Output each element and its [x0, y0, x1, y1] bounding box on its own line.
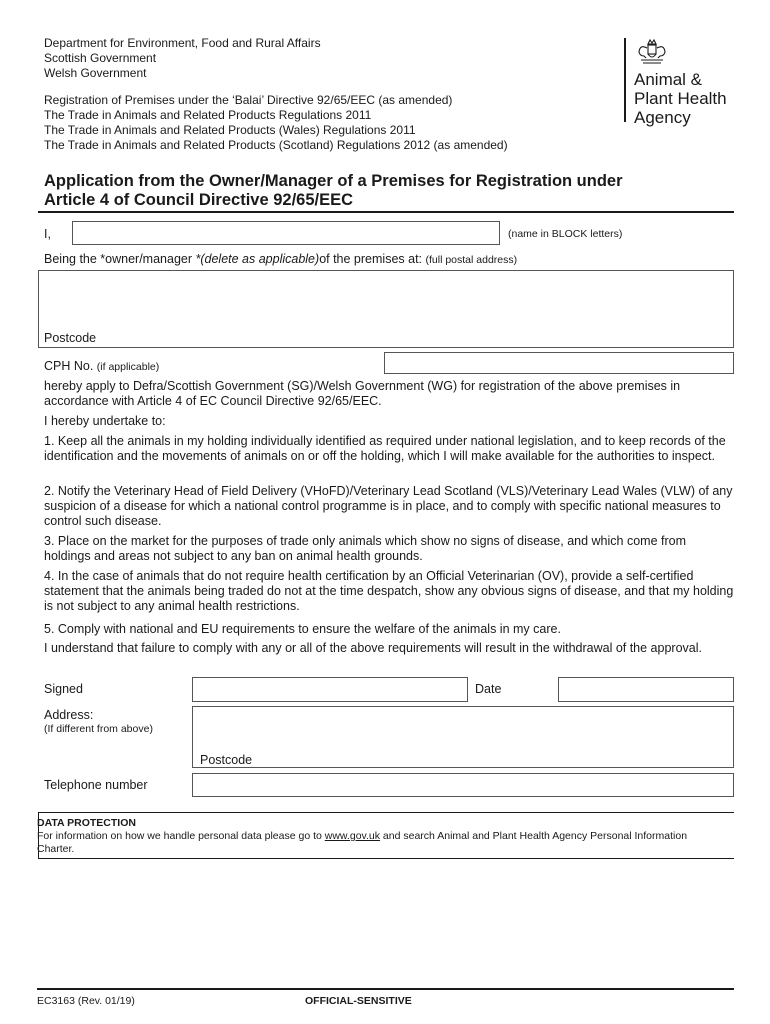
being-rest: of the premises at: — [319, 252, 426, 266]
data-protection-text-before: For information on how we handle personal data please go to — [37, 830, 325, 842]
regulation-trade-scotland: The Trade in Animals and Related Products (Scotland) Regulations 2012 (as amended) — [44, 138, 508, 152]
cph-label-group — [44, 359, 159, 374]
address-hint: (If different from above) — [44, 723, 153, 735]
department-welsh: Welsh Government — [44, 66, 147, 80]
date-field[interactable] — [558, 677, 734, 702]
form-title — [44, 172, 744, 210]
data-protection-text-after: and search Animal and Plant Health Agency Personal Information Charter. — [37, 830, 688, 855]
signed-label: Signed — [44, 682, 83, 696]
being-italic: *(delete as applicable) — [195, 252, 320, 266]
form-title-line2: Article 4 of Council Directive 92/65/EEC — [44, 191, 354, 209]
gov-uk-link[interactable]: www.gov.uk — [324, 830, 381, 842]
data-protection-heading: DATA PROTECTION — [37, 817, 136, 829]
name-field[interactable] — [72, 221, 500, 245]
cph-label: CPH No. — [44, 359, 97, 373]
logo-rule — [624, 38, 626, 122]
understand-statement: I understand that failure to comply with any or all of the above requirements will result in the withdrawal of the approval. — [44, 641, 702, 655]
undertaking-item-3: 3. Place on the market for the purposes of trade only animals which show no signs of disease, and which come from holdings and areas not subject to any ban on animal health grounds. — [44, 534, 686, 563]
undertaking-item-2: 2. Notify the Veterinary Head of Field Delivery (VHoFD)/Veterinary Lead Scotland (VLS)/Veterinary Lead Wales (VLW) of any suspicion of a disease for which a national control programme is in place, and to comply with specific national measures to control such disease. — [44, 484, 733, 528]
address-label: Address: — [44, 708, 94, 722]
regulation-trade-wales: The Trade in Animals and Related Products (Wales) Regulations 2011 — [44, 123, 416, 137]
footer-rule — [37, 988, 734, 990]
form-title-line1: Application from the Owner/Manager of a Premises for Registration under — [44, 172, 623, 190]
signature-field[interactable] — [192, 677, 468, 702]
cph-hint: (if applicable) — [96, 361, 160, 373]
postcode-label: Postcode — [44, 331, 97, 345]
royal-crest-icon — [634, 38, 670, 66]
being-statement — [44, 252, 517, 267]
data-protection-bottom-rule — [38, 858, 734, 859]
undertaking-item-1: 1. Keep all the animals in my holding individually identified as required under national legislation, and to keep records of the identification and the movements of animals on or off the holding, which I will make available for the authorities to inspect. — [44, 434, 726, 463]
apply-statement: hereby apply to Defra/Scottish Government (SG)/Welsh Government (WG) for registration of the above premises in accordance with Article 4 of EC Council Directive 92/65/EEC. — [44, 379, 681, 408]
undertaking-item-5: 5. Comply with national and EU requirements to ensure the welfare of the animals in my care. — [44, 622, 561, 636]
regulation-balai: Registration of Premises under the ‘Balai’ Directive 92/65/EEC (as amended) — [44, 93, 453, 107]
regulation-trade-2011: The Trade in Animals and Related Products Regulations 2011 — [44, 108, 372, 122]
telephone-field[interactable] — [192, 773, 734, 797]
department-scottish: Scottish Government — [44, 51, 157, 65]
being-text: Being the *owner/manager — [44, 252, 196, 266]
logo-line-3: Agency — [634, 108, 691, 127]
postcode2-label: Postcode — [200, 753, 253, 767]
logo-line-1: Animal & — [634, 70, 703, 89]
data-protection-top-rule — [38, 812, 734, 813]
telephone-label: Telephone number — [44, 778, 148, 792]
department-defra: Department for Environment, Food and Rural Affairs — [44, 36, 321, 50]
regulation-list — [44, 93, 508, 153]
undertaking-item-4: 4. In the case of animals that do not require health certification by an Official Veterinarian (OV), provide a self-certified statement that the animals being traded do not at the time despatch, show any obvious signs of disease, and that my holding is not subject to any animal health restrictions. — [44, 569, 734, 613]
agency-logo-text — [634, 70, 727, 127]
undertake-heading: I hereby undertake to: — [44, 414, 166, 428]
name-hint: (name in BLOCK letters) — [508, 228, 623, 240]
cph-field[interactable] — [384, 352, 734, 374]
being-hint: (full postal address) — [425, 254, 518, 266]
classification-label: OFFICIAL-SENSITIVE — [305, 995, 412, 1007]
form-code: EC3163 (Rev. 01/19) — [37, 995, 135, 1007]
department-list — [44, 36, 321, 81]
data-protection-text — [37, 830, 717, 856]
title-rule — [38, 211, 734, 213]
premises-address-field[interactable] — [38, 270, 734, 348]
date-label: Date — [475, 682, 502, 696]
i-label: I, — [44, 227, 51, 241]
alternate-address-field[interactable] — [192, 706, 734, 768]
logo-line-2: Plant Health — [634, 89, 727, 108]
